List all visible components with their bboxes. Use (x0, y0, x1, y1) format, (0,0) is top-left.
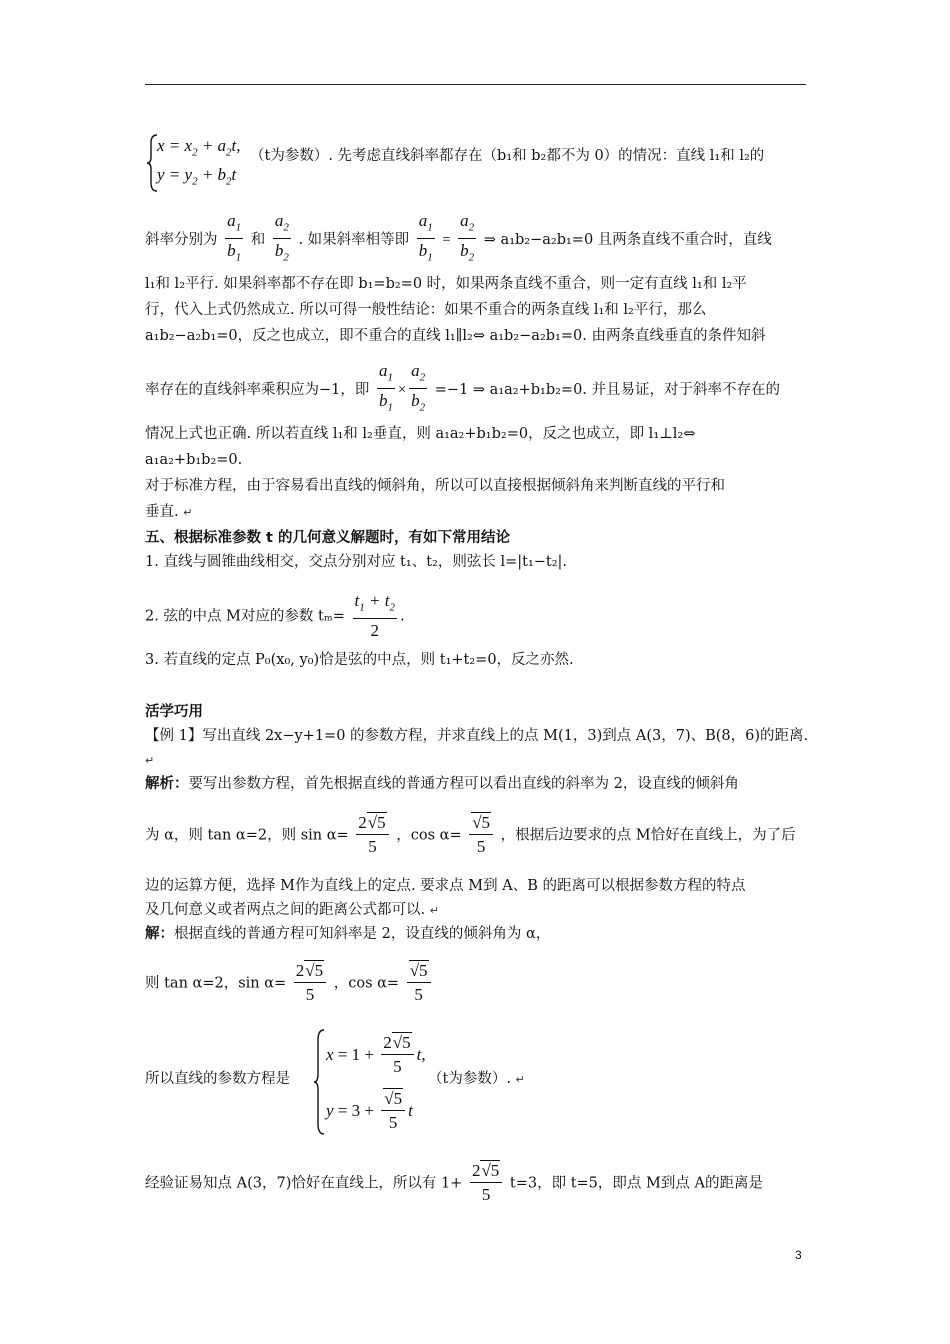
solution-line-1 (145, 924, 550, 944)
fraction-sqrt5-over-5: $\frac{√5}{5}$ (407, 960, 431, 1007)
solution-line-4 (145, 1160, 763, 1207)
conclusion-1: 1. 直线与圆锥曲线相交，交点分别对应 t₁、t₂，则弦长 l=|t₁−t₂|. (145, 554, 568, 570)
fraction-2sqrt5-over-5: $\frac{2√5}{5}$ (381, 1032, 413, 1079)
text-span: ，根据后边要求的点 M恰好在直线上，为了后 (500, 827, 796, 844)
text-span: 为 α，则 tan α=2，则 sin α= (145, 827, 349, 844)
text-line-2: 斜率分别为 $\frac{a_1}{b_1}$ 和 $\frac{a_2}{b_2}$ . 如果斜率相等即 $\frac{a_1}{b_1}$ = $\frac{a_2}{b_2}$ ⇒ a₁b₂−a₂b₁=0 且两条直线不重合时，直线 (145, 210, 772, 270)
section-heading-5: 五、根据标准参数 t 的几何意义解题时，有如下常用结论 (145, 530, 511, 546)
param-equation-y: y = 3 + $\frac{√5}{5}$ t (326, 1088, 413, 1135)
text-line-5: a₁b₂−a₂b₁=0，反之也成立，即不重合的直线 l₁∥l₂⇔ a₁b₂−a₂b₁=0. 由两条直线垂直的条件知斜 (145, 328, 766, 344)
text-line-7: 情况上式也正确. 所以若直线 l₁和 l₂垂直，则 a₁a₂+b₁b₂=0，反之也成立，即 l₁⊥l₂⇔ (145, 426, 696, 442)
text-span: 垂直. (145, 504, 179, 520)
example-1: 【例 1】写出直线 2x−y+1=0 的参数方程，并求直线上的点 M(1，3)到点 A(3，7)、B(8，6)的距离. (145, 728, 809, 744)
solution-line-2 (145, 960, 434, 1007)
paragraph-mark-icon: ↵ (515, 1073, 525, 1086)
fraction-a2-b2: $\frac{a_2}{b_2}$ (274, 211, 289, 264)
fraction-2sqrt5-over-5: $\frac{2√5}{5}$ (356, 812, 388, 859)
equation-y: $y = y_2 + b_2t$ (157, 165, 237, 188)
text-line-10 (145, 502, 192, 523)
text-span: ，cos α= (333, 975, 400, 992)
left-brace-icon (312, 1028, 326, 1136)
return-mark-row (145, 750, 154, 771)
text-span: 及几何意义或者两点之间的距离公式都可以. (145, 902, 426, 918)
text-span: 和 (250, 231, 266, 248)
analysis-line-1 (145, 774, 739, 794)
fraction-a2-b2: $\frac{a_2}{b_2}$ (411, 361, 426, 414)
text-line-3: l₁和 l₂平行. 如果斜率都不存在即 b₁=b₂=0 时，如果两条直线不重合，则一定有直线 l₁和 l₂平 (145, 276, 747, 292)
text-span: a₁b₂−a₂b₁=0 且两条直线不重合时，直线 (500, 231, 772, 248)
fraction-a1-b1: $\frac{a_1}{b_1}$ (418, 211, 433, 264)
text-span: 要写出参数方程，首先根据直线的普通方程可以看出直线的斜率为 2，设直线的倾斜角 (188, 776, 739, 792)
text-line-1: （t为参数）. 先考虑直线斜率都存在（b₁和 b₂都不为 0）的情况：直线 l₁和 l₂的 (250, 148, 765, 164)
fraction-midpoint: $\frac{t_1 + t_2}{2}$ (354, 591, 395, 641)
paragraph-mark-icon: ↵ (183, 506, 193, 519)
fraction-a1-b1: $\frac{a_1}{b_1}$ (378, 361, 393, 414)
fraction-sqrt5-over-5: $\frac{√5}{5}$ (469, 812, 493, 859)
fraction-a1-b1: $\frac{a_1}{b_1}$ (227, 211, 242, 264)
fraction-2sqrt5-over-5: $\frac{2√5}{5}$ (470, 1160, 502, 1207)
fraction-2sqrt5-over-5: $\frac{2√5}{5}$ (294, 960, 326, 1007)
paragraph-mark-icon: ↵ (429, 904, 439, 917)
fraction-a2-b2: $\frac{a_2}{b_2}$ (460, 211, 475, 264)
page-number: 3 (795, 1248, 802, 1262)
analysis-line-3: 边的运算方便，选择 M作为直线上的定点. 要求点 M到 A、B 的距离可以根据参数方程的特点 (145, 878, 746, 894)
text-span: 经验证易知点 A(3，7)恰好在直线上，所以有 1+ (145, 1175, 463, 1192)
analysis-label: 解析： (145, 776, 189, 792)
text-span: 率存在的直线斜率乘积应为−1，即 (145, 381, 370, 398)
text-span: 2. 弦的中点 M对应的参数 tₘ= (145, 608, 345, 625)
header-rule (145, 84, 806, 85)
param-equation-x: x = 1 + $\frac{2√5}{5}$ t, (326, 1032, 426, 1079)
text-span: 斜率分别为 (145, 231, 218, 248)
text-line-6: 率存在的直线斜率乘积应为−1，即 $\frac{a_1}{b_1}$ × $\frac{a_2}{b_2}$ =−1 ⇒ a₁a₂+b₁b₂=0. 并且易证，对于斜率不存在的 (145, 360, 780, 420)
text-span: 根据直线的普通方程可知斜率是 2，设直线的倾斜角为 α， (174, 926, 551, 942)
text-span: =−1 ⇒ a₁a₂+b₁b₂=0. 并且易证，对于斜率不存在的 (434, 381, 781, 398)
solution-label: 解： (145, 926, 174, 942)
paragraph-mark-icon: ↵ (145, 754, 155, 767)
analysis-line-2 (145, 812, 796, 859)
section-title: 活学巧用 (145, 704, 203, 720)
text-span: 则 tan α=2，sin α= (145, 975, 287, 992)
text-line-8: a₁a₂+b₁b₂=0. (145, 452, 243, 468)
text-span: ，cos α= (396, 827, 462, 844)
analysis-line-4 (145, 900, 439, 921)
conclusion-3: 3. 若直线的定点 P₀(x₀, y₀)恰是弦的中点，则 t₁+t₂=0，反之亦然. (145, 652, 574, 668)
equation-x: $x = x_2 + a_2t$, (157, 136, 241, 159)
text-span: . 如果斜率相等即 (298, 231, 410, 248)
solution-line-3-label: 所以直线的参数方程是 (145, 1071, 290, 1087)
text-span: （t为参数）. (428, 1071, 511, 1087)
text-span: t=3，即 t=5，即点 M到点 A的距离是 (509, 1175, 763, 1192)
solution-line-3-note (428, 1069, 525, 1090)
conclusion-2: 2. 弦的中点 M对应的参数 tₘ= $\frac{t_1 + t_2}{2}$ . (145, 590, 405, 643)
text-line-9: 对于标准方程，由于容易看出直线的倾斜角，所以可以直接根据倾斜角来判断直线的平行和 (145, 478, 725, 494)
fraction-sqrt5-over-5: $\frac{√5}{5}$ (381, 1088, 405, 1135)
text-line-4: 行，代入上式仍然成立. 所以可得一般性结论：如果不重合的两条直线 l₁和 l₂平行，那么 (145, 302, 707, 318)
